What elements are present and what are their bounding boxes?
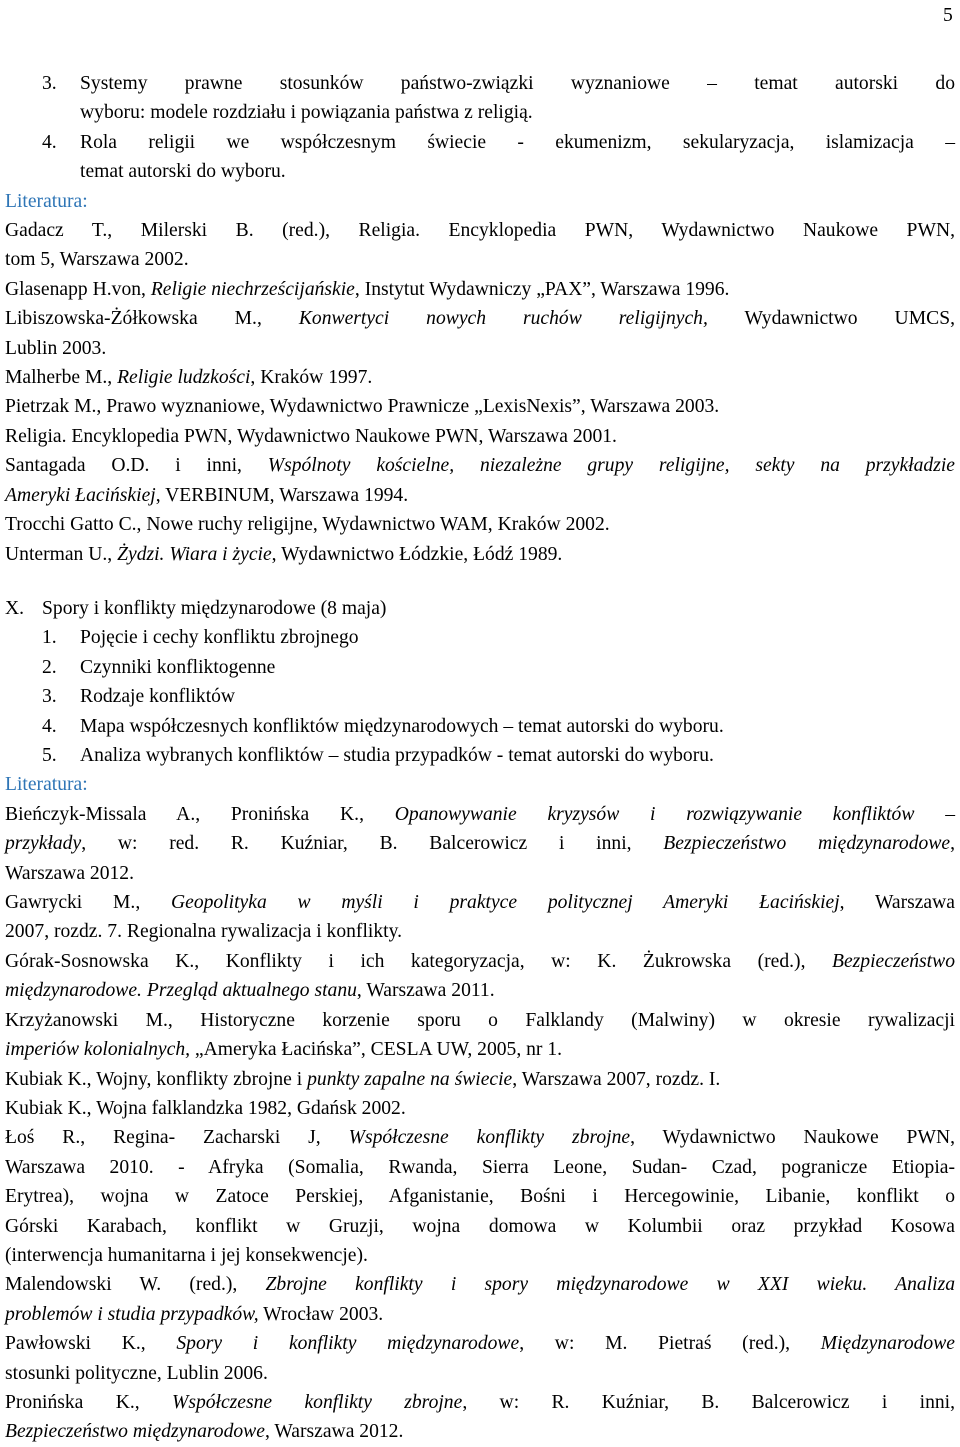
list-item-cont [5,98,955,127]
reference: Religia. Encyklopedia PWN, Wydawnictwo Naukowe PWN, Warszawa 2001. [5,425,617,447]
section-number: X. [5,598,25,619]
reference: Pronińska K., Współczesne konflikty zbrojne, w: R. Kuźniar, B. Balcerowicz i inni, [5,1391,956,1413]
reference: Unterman U., Żydzi. Wiara i życie, Wydawnictwo Łódzkie, Łódź 1989. [5,543,563,565]
section-x [5,594,955,1447]
reference: Kubiak K., Wojny, konflikty zbrojne i punkty zapalne na świecie, Warszawa 2007, rozdz. I. [5,1068,721,1090]
list-item: 4. Mapa współczesnych konfliktów międzynarodowych – temat autorski do wyboru. [42,715,724,737]
reference: Libiszowska-Żółkowska M., Konwertyci nowych ruchów religijnych, Wydawnictwo UMCS, [5,308,955,330]
section-title: Spory i konflikty międzynarodowe (8 maja) [42,598,387,619]
item-number: 3. [42,73,57,94]
reference: Malendowski W. (red.), Zbrojne konflikty i spory międzynarodowe w XXI wieku. Analiza [5,1274,956,1296]
reference: Krzyżanowski M., Historyczne korzenie sporu o Falklandy (Malwiny) w okresie rywalizacji [5,1009,955,1031]
reference: 2007, rozdz. 7. Regionalna rywalizacja i konflikty. [5,921,403,943]
topics-list-top [5,69,955,569]
list-item [5,69,955,98]
reference: tom 5, Warszawa 2002. [5,249,189,271]
reference: Lublin 2003. [5,337,107,359]
reference: przykłady, w: red. R. Kuźniar, B. Balcerowicz i inni, Bezpieczeństwo międzynarodowe, [5,833,955,855]
reference: (interwencja humanitarna i jej konsekwencje). [5,1244,368,1266]
reference: Gadacz T., Milerski B. (red.), Religia. Encyklopedia PWN, Wydawnictwo Naukowe PWN, [5,220,955,242]
reference: Ameryki Łacińskiej, VERBINUM, Warszawa 1994. [5,484,409,506]
list-item: 1. Pojęcie i cechy konfliktu zbrojnego [42,627,359,649]
reference: Bieńczyk-Missala A., Pronińska K., Opanowywanie kryzysów i rozwiązywanie konfliktów – [5,803,955,825]
reference: Warszawa 2012. [5,862,134,884]
reference: Trocchi Gatto C., Nowe ruchy religijne, Wydawnictwo WAM, Kraków 2002. [5,514,610,536]
reference: Malherbe M., Religie ludzkości, Kraków 1997. [5,367,373,389]
page-number: 5 [943,5,953,26]
section-heading [5,594,955,623]
item-text: Rola religii we współczesnym świecie - ekumenizm, sekularyzacja, islamizacja – [80,131,955,153]
literature-heading: Literatura: [5,190,88,212]
item-text: temat autorski do wyboru. [80,161,286,183]
item-text: wyboru: modele rozdziału i powiązania państwa z religią. [80,102,533,124]
list-item-cont [5,157,955,186]
reference: Górski Karabach, konflikt w Gruzji, wojna domowa w Kolumbii oraz przykład Kosowa [5,1215,955,1237]
reference: Kubiak K., Wojna falklandzka 1982, Gdańsk 2002. [5,1097,406,1119]
reference: Gawrycki M., Geopolityka w myśli i praktyce politycznej Ameryki Łacińskiej, Warszawa [5,892,955,914]
reference: stosunki polityczne, Lublin 2006. [5,1362,268,1384]
list-item: 5. Analiza wybranych konfliktów – studia przypadków - temat autorski do wyboru. [42,745,714,767]
reference: imperiów kolonialnych, „Ameryka Łacińska”, CESLA UW, 2005, nr 1. [5,1039,563,1061]
reference: Bezpieczeństwo międzynarodowe, Warszawa 2012. [5,1421,404,1443]
reference: Górak-Sosnowska K., Konflikty i ich kategoryzacja, w: K. Żukrowska (red.), Bezpieczeństwo [5,950,955,972]
list-item [5,128,955,157]
reference: Warszawa 2010. - Afryka (Somalia, Rwanda, Sierra Leone, Sudan- Czad, pogranicze Etiopia- [5,1156,955,1178]
reference: problemów i studia przypadków, Wrocław 2003. [5,1303,384,1325]
reference: Santagada O.D. i inni, Wspólnoty kościelne, niezależne grupy religijne, sekty na przykładzie [5,455,955,477]
reference: Pawłowski K., Spory i konflikty międzynarodowe, w: M. Pietraś (red.), Międzynarodowe [5,1333,955,1355]
reference: międzynarodowe. Przegląd aktualnego stanu, Warszawa 2011. [5,980,495,1002]
item-number: 4. [42,131,57,153]
list-item: 2. Czynniki konfliktogenne [42,656,276,678]
reference: Łoś R., Regina- Zacharski J, Współczesne konflikty zbrojne, Wydawnictwo Naukowe PWN, [5,1127,955,1149]
list-item: 3. Rodzaje konfliktów [42,686,236,708]
reference: Pietrzak M., Prawo wyznaniowe, Wydawnictwo Prawnicze „LexisNexis”, Warszawa 2003. [5,396,720,418]
reference: Erytrea), wojna w Zatoce Perskiej, Afganistanie, Bośni i Hercegowinie, Libanie, konflikt o [5,1186,955,1208]
reference: Glasenapp H.von, Religie niechrześcijańskie, Instytut Wydawniczy „PAX”, Warszawa 1996. [5,278,730,300]
literature-heading: Literatura: [5,774,88,796]
item-text: Systemy prawne stosunków państwo-związki wyznaniowe – temat autorski do [80,73,955,94]
